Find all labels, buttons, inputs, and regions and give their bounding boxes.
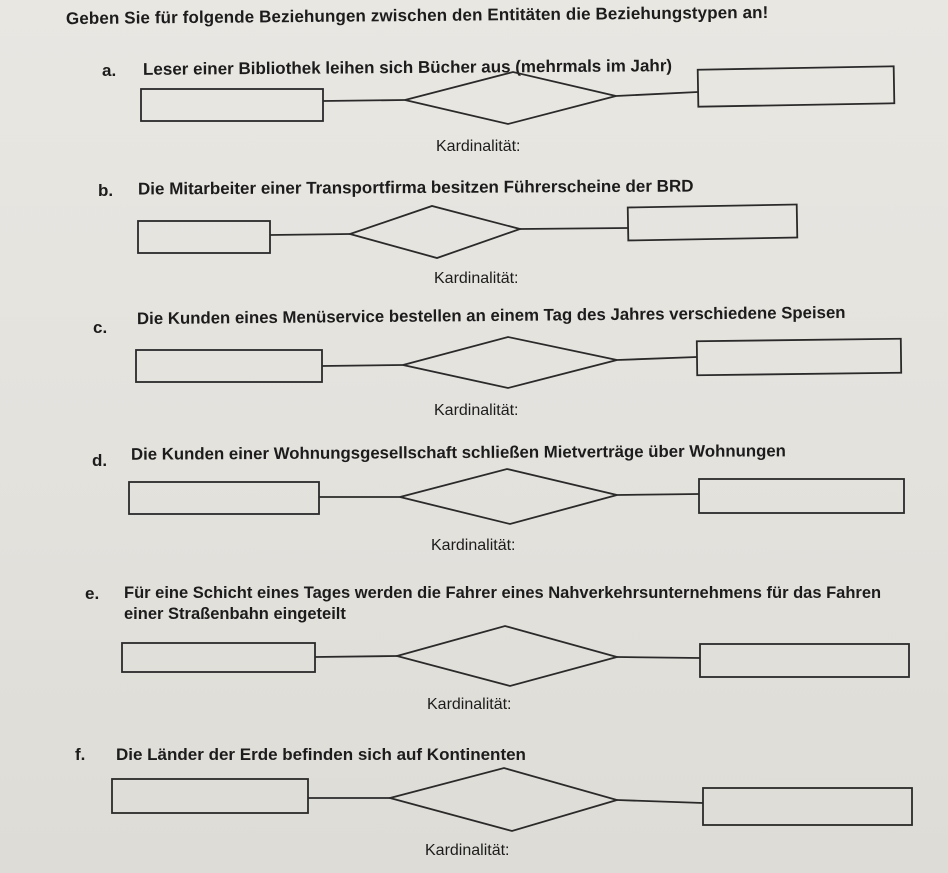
task-a-text: Leser einer Bibliothek leihen sich Bücher aus (mehrmals im Jahr)	[142, 56, 673, 79]
task-d-label: d.	[92, 451, 108, 470]
task-d-text: Die Kunden einer Wohnungsgesellschaft schließen Mietverträge über Wohnungen	[130, 441, 786, 464]
cardinality-label-a: Kardinalität:	[436, 138, 521, 155]
cardinality-label-d: Kardinalität:	[431, 537, 516, 554]
task-f-label: f.	[75, 745, 86, 764]
task-e-text: Für eine Schicht eines Tages werden die Fahrer eines Nahverkehrsunternehmens für das Fahren einer Straßenbahn eingeteilt	[124, 584, 882, 623]
entity-box-left-f[interactable]	[112, 779, 308, 813]
task-f-text: Die Länder der Erde befinden sich auf Kontinenten	[116, 745, 526, 764]
worksheet-heading: Geben Sie für folgende Beziehungen zwischen den Entitäten die Beziehungstypen an!	[65, 2, 769, 29]
task-b-label: b.	[98, 181, 114, 200]
cardinality-label-f: Kardinalität:	[425, 842, 510, 859]
task-e-label: e.	[85, 584, 100, 603]
task-c-text: Die Kunden eines Menüservice bestellen an einem Tag des Jahres verschiedene Speisen	[136, 302, 846, 329]
cardinality-label-e: Kardinalität:	[427, 696, 512, 713]
task-b-text: Die Mitarbeiter einer Transportfirma besitzen Führerscheine der BRD	[137, 176, 694, 199]
cardinality-label-b: Kardinalität:	[434, 270, 519, 287]
cardinality-label-c: Kardinalität:	[434, 402, 519, 419]
task-c-label: c.	[93, 318, 108, 337]
task-a-label: a.	[102, 61, 117, 80]
relationship-diamond-f[interactable]	[390, 768, 617, 831]
entity-box-right-f[interactable]	[703, 788, 912, 825]
